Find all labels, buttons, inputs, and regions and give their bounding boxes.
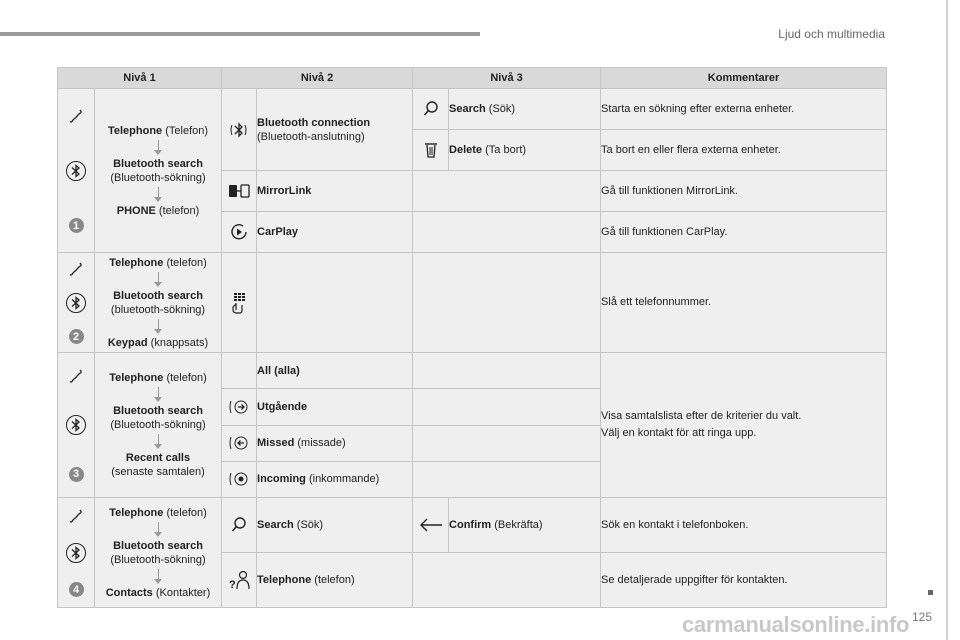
carplay-icon-cell	[222, 212, 257, 253]
search-icon	[422, 100, 440, 118]
delete-icon-cell	[413, 130, 449, 171]
mirrorlink-icon	[228, 183, 250, 199]
side-divider	[946, 0, 948, 640]
empty-cell	[413, 425, 601, 461]
missed-icon-cell	[222, 425, 257, 461]
down-arrow-icon	[158, 272, 159, 283]
down-arrow-icon	[158, 522, 159, 533]
group3-icons	[58, 353, 95, 498]
mirrorlink-comment: Gå till funktionen MirrorLink.	[601, 171, 887, 212]
keypad-comment: Slå ett telefonnummer.	[601, 253, 887, 353]
section-title: Ljud och multimedia	[778, 27, 885, 41]
svg-text:?: ?	[229, 579, 236, 591]
carplay-label: CarPlay	[257, 212, 413, 253]
empty-cell	[413, 212, 601, 253]
down-arrow-icon	[158, 187, 159, 198]
phone-handset-icon	[68, 261, 84, 277]
down-arrow-icon	[158, 140, 159, 151]
header-level1: Nivå 1	[58, 68, 222, 89]
header-comments: Kommentarer	[601, 68, 887, 89]
contact-telephone-label: Telephone (telefon)	[257, 553, 413, 608]
empty-cell	[222, 353, 257, 389]
search-label: Search (Sök)	[449, 89, 601, 130]
empty-cell	[413, 171, 601, 212]
down-arrow-icon	[158, 434, 159, 445]
delete-comment: Ta bort en eller flera externa enheter.	[601, 130, 887, 171]
bluetooth-icon	[65, 292, 87, 314]
group-number-badge: 1	[69, 218, 84, 233]
header-level2: Nivå 2	[222, 68, 413, 89]
menu-table	[57, 67, 887, 608]
empty-cell	[413, 461, 601, 497]
all-calls-label: All (alla)	[257, 353, 413, 389]
group-number-badge: 3	[69, 467, 84, 482]
outgoing-call-icon	[228, 398, 250, 416]
keypad-icon-cell	[222, 253, 257, 353]
header-level3: Nivå 3	[413, 68, 601, 89]
bluetooth-connection-label: Bluetooth connection (Bluetooth-anslutning)	[257, 89, 413, 171]
search-comment: Starta en sökning efter externa enheter.	[601, 89, 887, 130]
outgoing-icon-cell	[222, 389, 257, 425]
group-number-badge: 2	[69, 329, 84, 344]
group-number-badge: 4	[69, 582, 84, 597]
incoming-label: Incoming (inkommande)	[257, 461, 413, 497]
bluetooth-icon	[65, 542, 87, 564]
mirrorlink-label: MirrorLink	[257, 171, 413, 212]
missed-call-icon	[228, 434, 250, 452]
contact-details-icon	[228, 569, 250, 591]
bluetooth-connection-icon	[229, 120, 249, 140]
empty-cell	[413, 353, 601, 389]
contact-search-label: Search (Sök)	[257, 498, 413, 553]
bluetooth-icon	[65, 414, 87, 436]
carplay-icon	[229, 222, 249, 242]
phone-handset-icon	[68, 508, 84, 524]
delete-label: Delete (Ta bort)	[449, 130, 601, 171]
trash-icon	[423, 141, 439, 159]
confirm-icon-cell	[413, 498, 449, 553]
phone-handset-icon	[68, 368, 84, 384]
empty-cell	[413, 553, 601, 608]
search-icon-cell	[413, 89, 449, 130]
incoming-call-icon	[228, 470, 250, 488]
down-arrow-icon	[158, 387, 159, 398]
group4-icons	[58, 498, 95, 608]
mirrorlink-icon-cell	[222, 171, 257, 212]
group2-level1-path: Telephone (telefon) Bluetooth search (bluetooth-sökning) Keypad (knappsats)	[95, 253, 222, 353]
bluetooth-connection-icon-cell	[222, 89, 257, 171]
empty-cell	[257, 253, 413, 353]
group3-level1-path: Telephone (telefon) Bluetooth search (Bluetooth-sökning) Recent calls (senaste samtalen)	[95, 353, 222, 498]
confirm-label: Confirm (Bekräfta)	[449, 498, 601, 553]
empty-cell	[413, 389, 601, 425]
missed-label: Missed (missade)	[257, 425, 413, 461]
contact-search-comment: Sök en kontakt i telefonboken.	[601, 498, 887, 553]
page-number: 125	[912, 610, 933, 624]
incoming-icon-cell	[222, 461, 257, 497]
contact-search-icon-cell	[222, 498, 257, 553]
contact-details-comment: Se detaljerade uppgifter för kontakten.	[601, 553, 887, 608]
phone-handset-icon	[68, 108, 84, 124]
group1-level1-path: Telephone (Telefon) Bluetooth search (Bluetooth-sökning) PHONE (telefon)	[95, 89, 222, 253]
outgoing-label: Utgående	[257, 389, 413, 425]
contact-details-icon-cell	[222, 553, 257, 608]
top-decor-bar	[0, 32, 480, 36]
back-arrow-icon	[418, 516, 444, 534]
page-marker	[928, 590, 933, 595]
recent-calls-comment: Visa samtalslista efter de kriterier du valt. Välj en kontakt för att ringa upp.	[601, 353, 887, 498]
carplay-comment: Gå till funktionen CarPlay.	[601, 212, 887, 253]
search-icon	[230, 516, 248, 534]
empty-cell	[413, 253, 601, 353]
keypad-icon	[229, 292, 249, 314]
bluetooth-icon	[65, 160, 87, 182]
group1-icons	[58, 89, 95, 253]
watermark: carmanualsonline.info	[682, 612, 910, 637]
group4-level1-path: Telephone (telefon) Bluetooth search (Bluetooth-sökning) Contacts (Kontakter)	[95, 498, 222, 608]
down-arrow-icon	[158, 569, 159, 580]
down-arrow-icon	[158, 319, 159, 330]
group2-icons	[58, 253, 95, 353]
